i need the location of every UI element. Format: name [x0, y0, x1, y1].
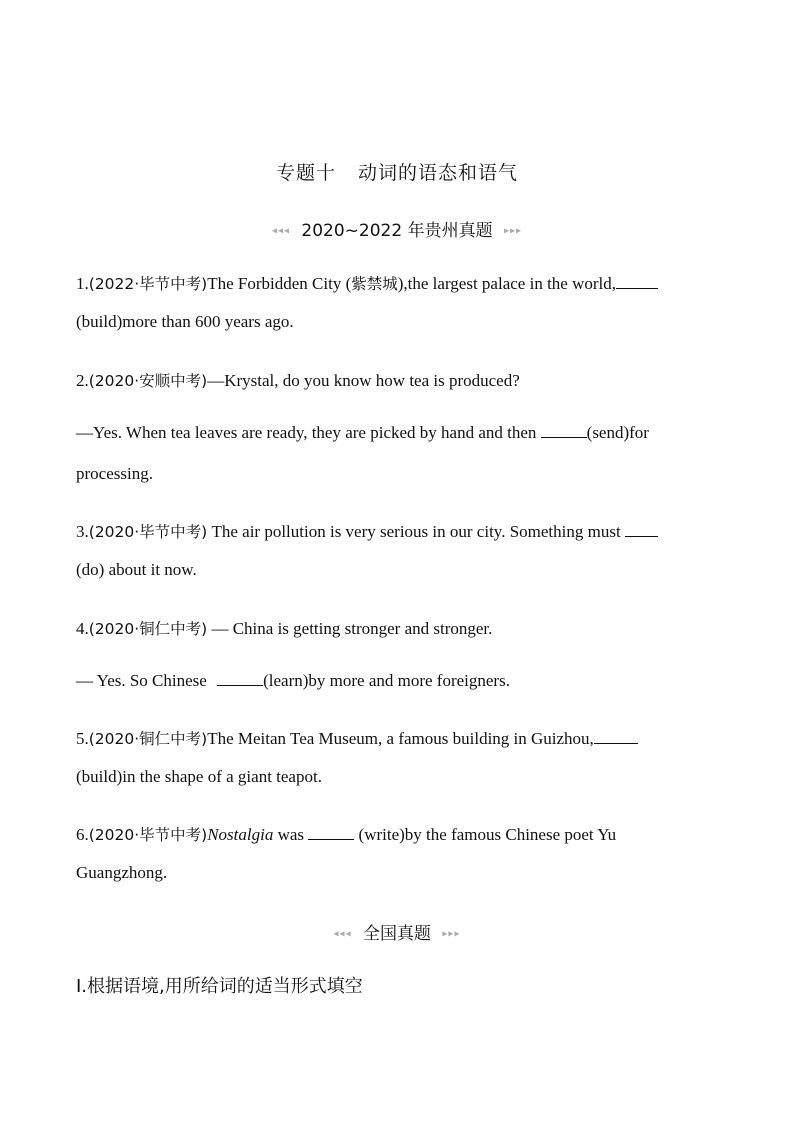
section-header-national [0, 919, 794, 944]
question-text: (send)for [586, 423, 649, 442]
answer-blank[interactable] [541, 422, 587, 438]
question-3-line-1 [76, 520, 726, 542]
question-4-line-2 [76, 670, 726, 691]
right-arrows-icon: ▸▸▸ [442, 928, 461, 940]
question-1-line-1 [76, 272, 726, 294]
question-text: —Yes. When tea leaves are ready, they are picked by hand and then [76, 423, 541, 442]
question-text: (learn)by more and more foreigners. [263, 671, 510, 690]
topic-name: 动词的语态和语气 [358, 162, 519, 184]
question-number: 5. [76, 729, 89, 748]
question-4-line-1 [76, 617, 726, 639]
question-source: (2020·铜仁中考) [88, 620, 208, 638]
question-5-line-2: (build)in the shape of a giant teapot. [76, 767, 322, 786]
question-6-line-1 [76, 823, 726, 845]
right-arrows-icon: ▸▸▸ [504, 225, 523, 237]
answer-blank[interactable] [308, 824, 354, 840]
page-title [0, 158, 794, 185]
question-number: 1. [76, 274, 89, 293]
question-text: The Meitan Tea Museum, a famous building in Guizhou, [207, 729, 594, 748]
question-text: The air pollution is very serious in our city. Something must [207, 522, 625, 541]
question-text: The Forbidden City ( [207, 274, 352, 293]
section-label: 全国真题 [363, 924, 431, 944]
question-text: —Krystal, do you know how tea is produced? [207, 371, 520, 390]
question-5-line-1 [76, 727, 726, 749]
question-1-line-2: (build)more than 600 years ago. [76, 312, 294, 331]
question-text: (write)by the famous Chinese poet Yu [354, 825, 617, 844]
question-2-line-2 [76, 422, 726, 443]
part-1-heading: Ⅰ.根据语境,用所给词的适当形式填空 [76, 976, 363, 997]
answer-blank[interactable] [625, 521, 658, 537]
question-text: was [273, 825, 309, 844]
question-source: (2020·安顺中考) [88, 372, 208, 390]
question-2-line-1 [76, 369, 726, 391]
question-number: 3. [76, 522, 89, 541]
topic-number: 专题十 [275, 162, 336, 184]
answer-blank[interactable] [217, 670, 263, 686]
question-source: (2022·毕节中考) [88, 275, 208, 293]
answer-blank[interactable] [594, 728, 638, 744]
question-source: (2020·毕节中考) [88, 826, 208, 844]
question-number: 2. [76, 371, 89, 390]
question-source: (2020·毕节中考) [88, 523, 208, 541]
left-arrows-icon: ◂◂◂ [271, 225, 290, 237]
question-text-cn: 紫禁城 [351, 275, 398, 293]
question-text: ),the largest palace in the world, [397, 274, 616, 293]
question-source: (2020·铜仁中考) [88, 730, 208, 748]
section-header-guizhou [0, 216, 794, 241]
question-text: — China is getting stronger and stronger. [207, 619, 493, 638]
question-2-line-3: processing. [76, 464, 153, 483]
question-number: 6. [76, 825, 89, 844]
question-6-line-2: Guangzhong. [76, 863, 168, 882]
answer-blank[interactable] [616, 273, 658, 289]
section-label: 2020~2022 年贵州真题 [301, 221, 493, 241]
question-3-line-2: (do) about it now. [76, 560, 197, 579]
question-text: — Yes. So Chinese [76, 671, 212, 690]
question-text-italic: Nostalgia [207, 825, 274, 844]
left-arrows-icon: ◂◂◂ [333, 928, 352, 940]
question-number: 4. [76, 619, 89, 638]
